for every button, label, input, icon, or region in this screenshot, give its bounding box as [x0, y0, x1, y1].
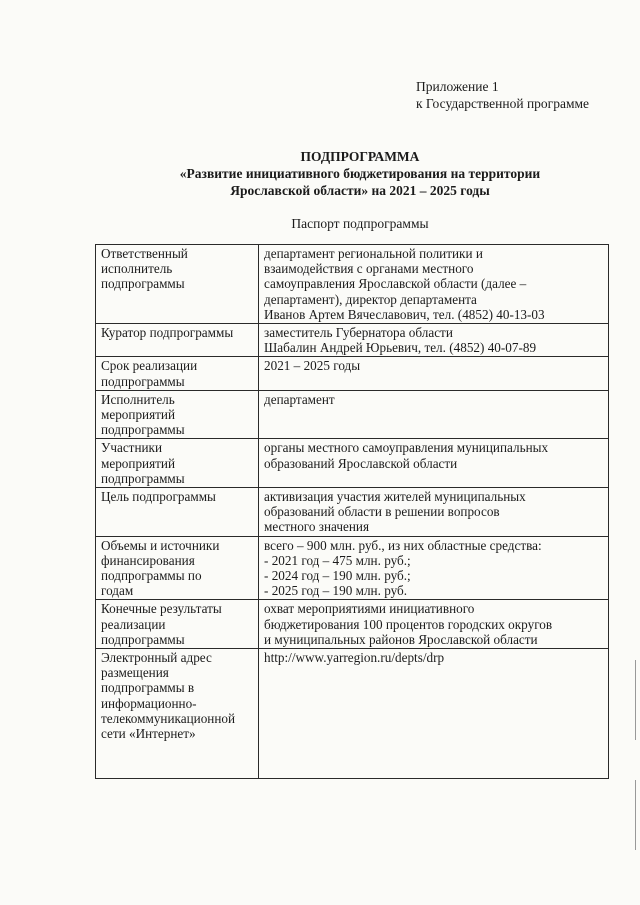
row-value-line: http://www.yarregion.ru/depts/drp — [264, 650, 445, 666]
row-value-cell — [259, 324, 609, 357]
row-label-line: финансирования — [101, 552, 195, 568]
table-row — [96, 357, 609, 390]
row-value-line: департамент — [264, 391, 335, 407]
row-value-line: - 2024 год – 190 млн. руб.; — [264, 568, 411, 584]
table-row — [96, 600, 609, 649]
row-label-line: телекоммуникационной — [101, 710, 236, 726]
row-label-line: подпрограммы по — [101, 568, 202, 584]
row-label-line: Куратор подпрограммы — [101, 325, 234, 341]
row-value-line: Иванов Артем Вячеславович, тел. (4852) 40-13-03 — [264, 306, 545, 322]
row-label-line: Участники — [101, 440, 163, 456]
row-label-line: Срок реализации — [101, 358, 198, 374]
row-label-line: подпрограммы — [101, 631, 185, 647]
row-label-line: информационно- — [101, 695, 197, 711]
row-label-cell — [96, 649, 259, 779]
table-row — [96, 245, 609, 324]
row-value-line: 2021 – 2025 годы — [264, 358, 361, 374]
row-label-line: подпрограммы — [101, 470, 185, 486]
row-value-line: образований Ярославской области — [264, 455, 458, 471]
row-label-line: годам — [101, 583, 134, 599]
row-label-line: Конечные результаты — [101, 601, 222, 617]
row-value-line: образований области в решении вопросов — [264, 504, 500, 520]
row-value-line: бюджетирования 100 процентов городских округов — [264, 616, 553, 632]
row-value-line: органы местного самоуправления муниципальных — [264, 440, 549, 456]
row-label-line: подпрограммы в — [101, 680, 195, 696]
row-value-line: департамент региональной политики и — [264, 246, 483, 261]
document-title — [80, 148, 640, 199]
row-label-line: Ответственный — [101, 246, 188, 261]
row-label-cell — [96, 390, 259, 439]
scan-edge-mark — [635, 660, 636, 740]
row-label-line: исполнитель — [101, 261, 173, 277]
row-label-line: Электронный адрес — [101, 650, 212, 666]
row-label-cell — [96, 357, 259, 390]
row-value-line: и муниципальных районов Ярославской области — [264, 631, 538, 647]
row-label-cell — [96, 536, 259, 600]
row-label-cell — [96, 245, 259, 324]
passport-table — [95, 244, 609, 779]
row-value-line: - 2021 год – 475 млн. руб.; — [264, 552, 411, 568]
row-label-cell — [96, 324, 259, 357]
row-value-line: департамент), директор департамента — [264, 291, 477, 307]
row-label-line: Цель подпрограммы — [101, 489, 216, 505]
table-row — [96, 324, 609, 357]
appendix-line: Приложение 1 — [416, 79, 499, 94]
passport-heading: Паспорт подпрограммы — [291, 216, 429, 231]
row-value-line: местного значения — [264, 519, 370, 535]
row-value-cell — [259, 357, 609, 390]
table-row — [96, 649, 609, 779]
table-row — [96, 390, 609, 439]
row-label-line: мероприятий — [101, 407, 176, 423]
row-label-cell — [96, 439, 259, 488]
title-line: «Развитие инициативного бюджетирования на территории — [179, 166, 541, 181]
title-line: ПОДПРОГРАММА — [300, 149, 420, 164]
row-value-line: всего – 900 млн. руб., из них областные средства: — [264, 537, 542, 553]
table-row — [96, 536, 609, 600]
row-label-line: Объемы и источники — [101, 537, 220, 553]
row-value-line: заместитель Губернатора области — [264, 325, 453, 341]
row-label-line: Исполнитель — [101, 391, 175, 407]
row-value-line: активизация участия жителей муниципальных — [264, 489, 526, 505]
row-label-line: реализации — [101, 616, 166, 632]
scan-edge-mark — [635, 780, 636, 850]
table-row — [96, 488, 609, 537]
row-value-line: взаимодействия с органами местного — [264, 261, 474, 277]
appendix-line: к Государственной программе — [416, 96, 590, 111]
row-value-cell — [259, 488, 609, 537]
row-value-cell — [259, 600, 609, 649]
row-label-cell — [96, 600, 259, 649]
row-label-line: мероприятий — [101, 455, 176, 471]
title-line: Ярославской области» на 2021 – 2025 годы — [230, 183, 490, 198]
row-label-line: размещения — [101, 665, 169, 681]
row-value-line: охват мероприятиями инициативного — [264, 601, 475, 617]
row-value-line: самоуправления Ярославской области (далее – — [264, 276, 527, 292]
row-value-cell — [259, 390, 609, 439]
row-label-line: подпрограммы — [101, 373, 185, 389]
row-label-line: сети «Интернет» — [101, 726, 196, 742]
row-value-cell — [259, 536, 609, 600]
row-label-cell — [96, 488, 259, 537]
appendix-note — [416, 78, 589, 112]
row-value-line: Шабалин Андрей Юрьевич, тел. (4852) 40-07-89 — [264, 340, 537, 356]
row-label-line: подпрограммы — [101, 422, 185, 438]
row-label-line: подпрограммы — [101, 276, 185, 292]
row-value-cell — [259, 649, 609, 779]
row-value-cell — [259, 245, 609, 324]
table-row — [96, 439, 609, 488]
row-value-cell — [259, 439, 609, 488]
row-value-line: - 2025 год – 190 млн. руб. — [264, 583, 408, 599]
